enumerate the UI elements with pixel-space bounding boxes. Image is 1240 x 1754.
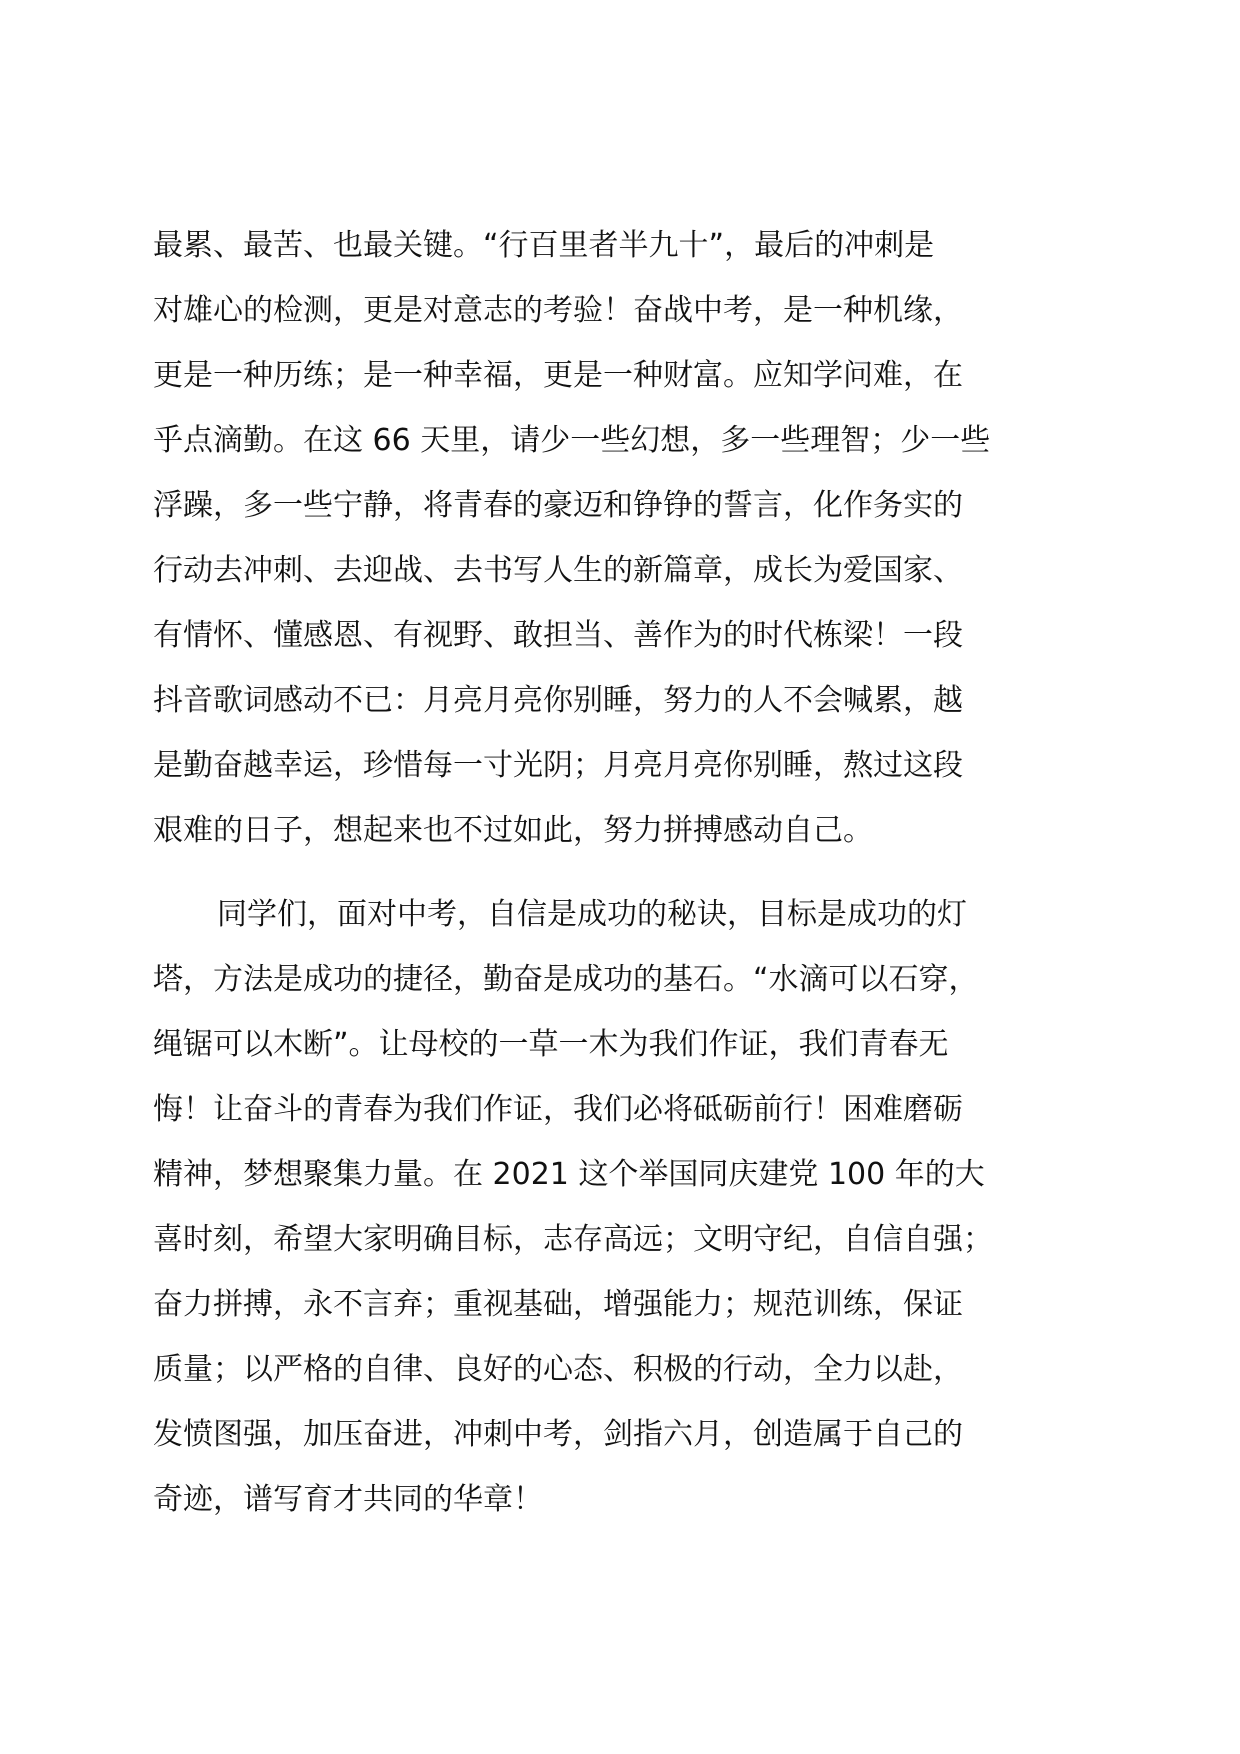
paragraph-line: 精神，梦想聚集力量。在 2021 这个举国同庆建党 100 年的大 <box>153 1157 985 1192</box>
paragraph-line: 发愤图强，加压奋进，冲刺中考，剑指六月，创造属于自己的 <box>153 1417 963 1452</box>
paragraph-line: 绳锯可以木断”。让母校的一草一木为我们作证，我们青春无 <box>153 1027 949 1062</box>
paragraph-line: 更是一种历练；是一种幸福，更是一种财富。应知学问难，在 <box>153 358 963 393</box>
paragraph-line: 喜时刻，希望大家明确目标，志存高远；文明守纪，自信自强； <box>153 1222 993 1257</box>
paragraph-line: 抖音歌词感动不已：月亮月亮你别睡，努力的人不会喊累，越 <box>153 683 963 718</box>
paragraph-line: 奋力拼搏，永不言弃；重视基础，增强能力；规范训练，保证 <box>153 1287 963 1322</box>
paragraph-line: 塔，方法是成功的捷径，勤奋是成功的基石。“水滴可以石穿， <box>153 962 979 997</box>
paragraph-line: 艰难的日子，想起来也不过如此，努力拼搏感动自己。 <box>153 813 873 848</box>
paragraph-line: 对雄心的检测，更是对意志的考验！奋战中考，是一种机缘， <box>153 293 963 328</box>
paragraph-line: 是勤奋越幸运，珍惜每一寸光阴；月亮月亮你别睡，熬过这段 <box>153 748 963 783</box>
paragraph-line: 悔！让奋斗的青春为我们作证，我们必将砥砺前行！困难磨砺 <box>153 1092 963 1127</box>
paragraph-line: 浮躁，多一些宁静，将青春的豪迈和铮铮的誓言，化作务实的 <box>153 488 963 523</box>
paragraph-2 <box>153 882 1113 1532</box>
paragraph-line: 奇迹，谱写育才共同的华章！ <box>153 1482 543 1517</box>
paragraph-line: 同学们，面对中考，自信是成功的秘诀，目标是成功的灯 <box>217 897 967 932</box>
paragraph-line: 乎点滴勤。在这 66 天里，请少一些幻想，多一些理智；少一些 <box>153 423 991 458</box>
paragraph-line: 质量；以严格的自律、良好的心态、积极的行动，全力以赴， <box>153 1352 963 1387</box>
paragraph-line: 最累、最苦、也最关键。“行百里者半九十”，最后的冲刺是 <box>153 228 935 263</box>
paragraph-1 <box>153 213 1113 863</box>
paragraph-line: 行动去冲刺、去迎战、去书写人生的新篇章，成长为爱国家、 <box>153 553 963 588</box>
paragraph-line: 有情怀、懂感恩、有视野、敢担当、善作为的时代栋梁！一段 <box>153 618 963 653</box>
